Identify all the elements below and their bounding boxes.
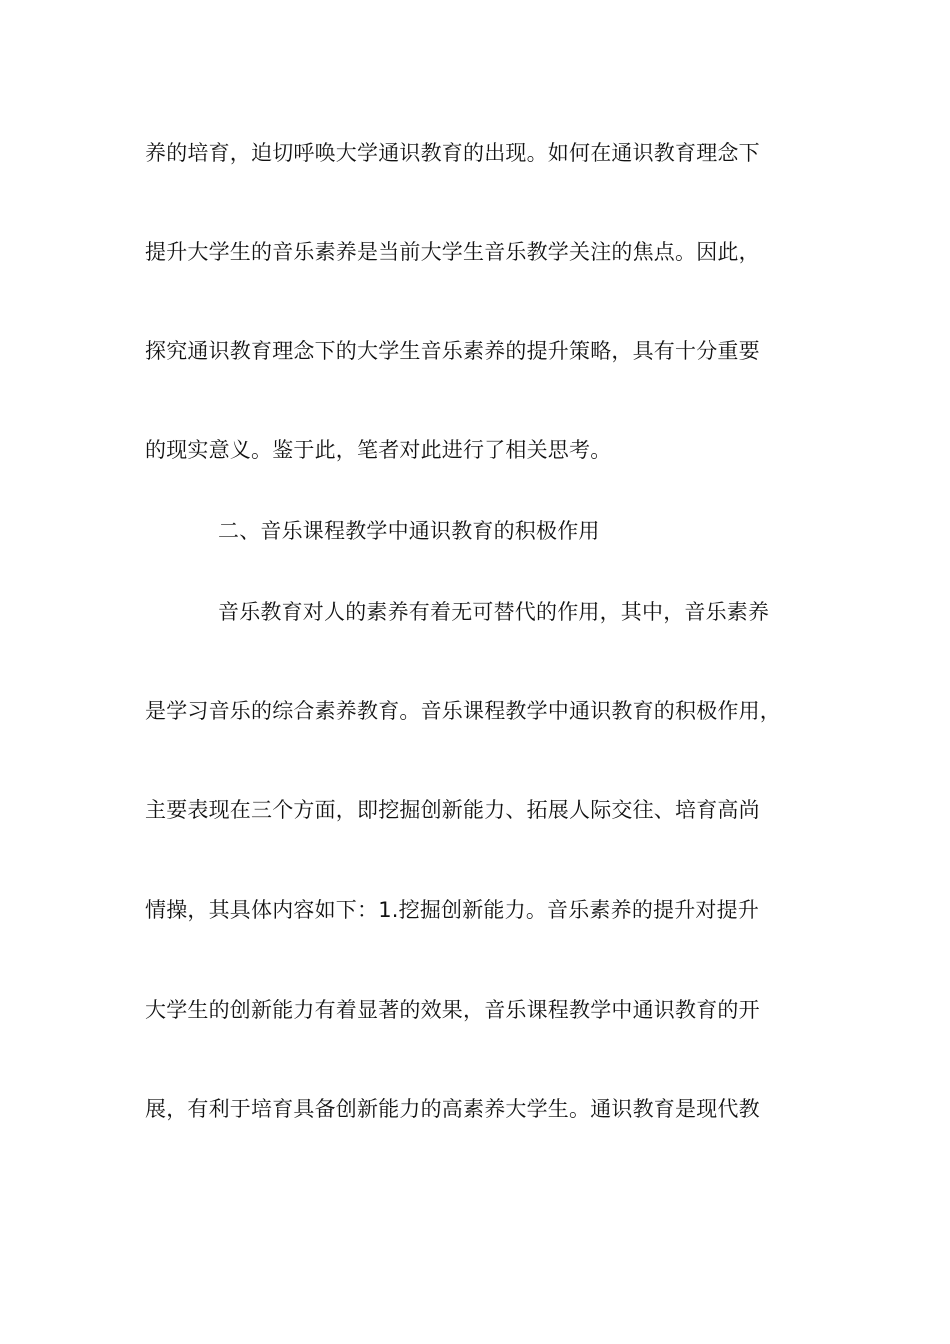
paragraph-line: 情操，其具体内容如下：1.挖掘创新能力。音乐素养的提升对提升 — [145, 898, 760, 922]
paragraph-line: 大学生的创新能力有着显著的效果，音乐课程教学中通识教育的开 — [145, 998, 760, 1022]
paragraph-line: 提升大学生的音乐素养是当前大学生音乐教学关注的焦点。因此， — [145, 240, 760, 264]
paragraph-line: 是学习音乐的综合素养教育。音乐课程教学中通识教育的积极作用， — [145, 699, 781, 723]
paragraph-line: 音乐教育对人的素养有着无可替代的作用，其中，音乐素养 — [218, 600, 770, 624]
section-heading: 二、音乐课程教学中通识教育的积极作用 — [218, 519, 600, 543]
paragraph-line: 探究通识教育理念下的大学生音乐素养的提升策略，具有十分重要 — [145, 339, 760, 363]
paragraph-line: 展，有利于培育具备创新能力的高素养大学生。通识教育是现代教 — [145, 1097, 760, 1121]
paragraph-line: 的现实意义。鉴于此，笔者对此进行了相关思考。 — [145, 438, 612, 462]
paragraph-line: 养的培育，迫切呼唤大学通识教育的出现。如何在通识教育理念下 — [145, 141, 760, 165]
paragraph-line: 主要表现在三个方面，即挖掘创新能力、拓展人际交往、培育高尚 — [145, 798, 760, 822]
